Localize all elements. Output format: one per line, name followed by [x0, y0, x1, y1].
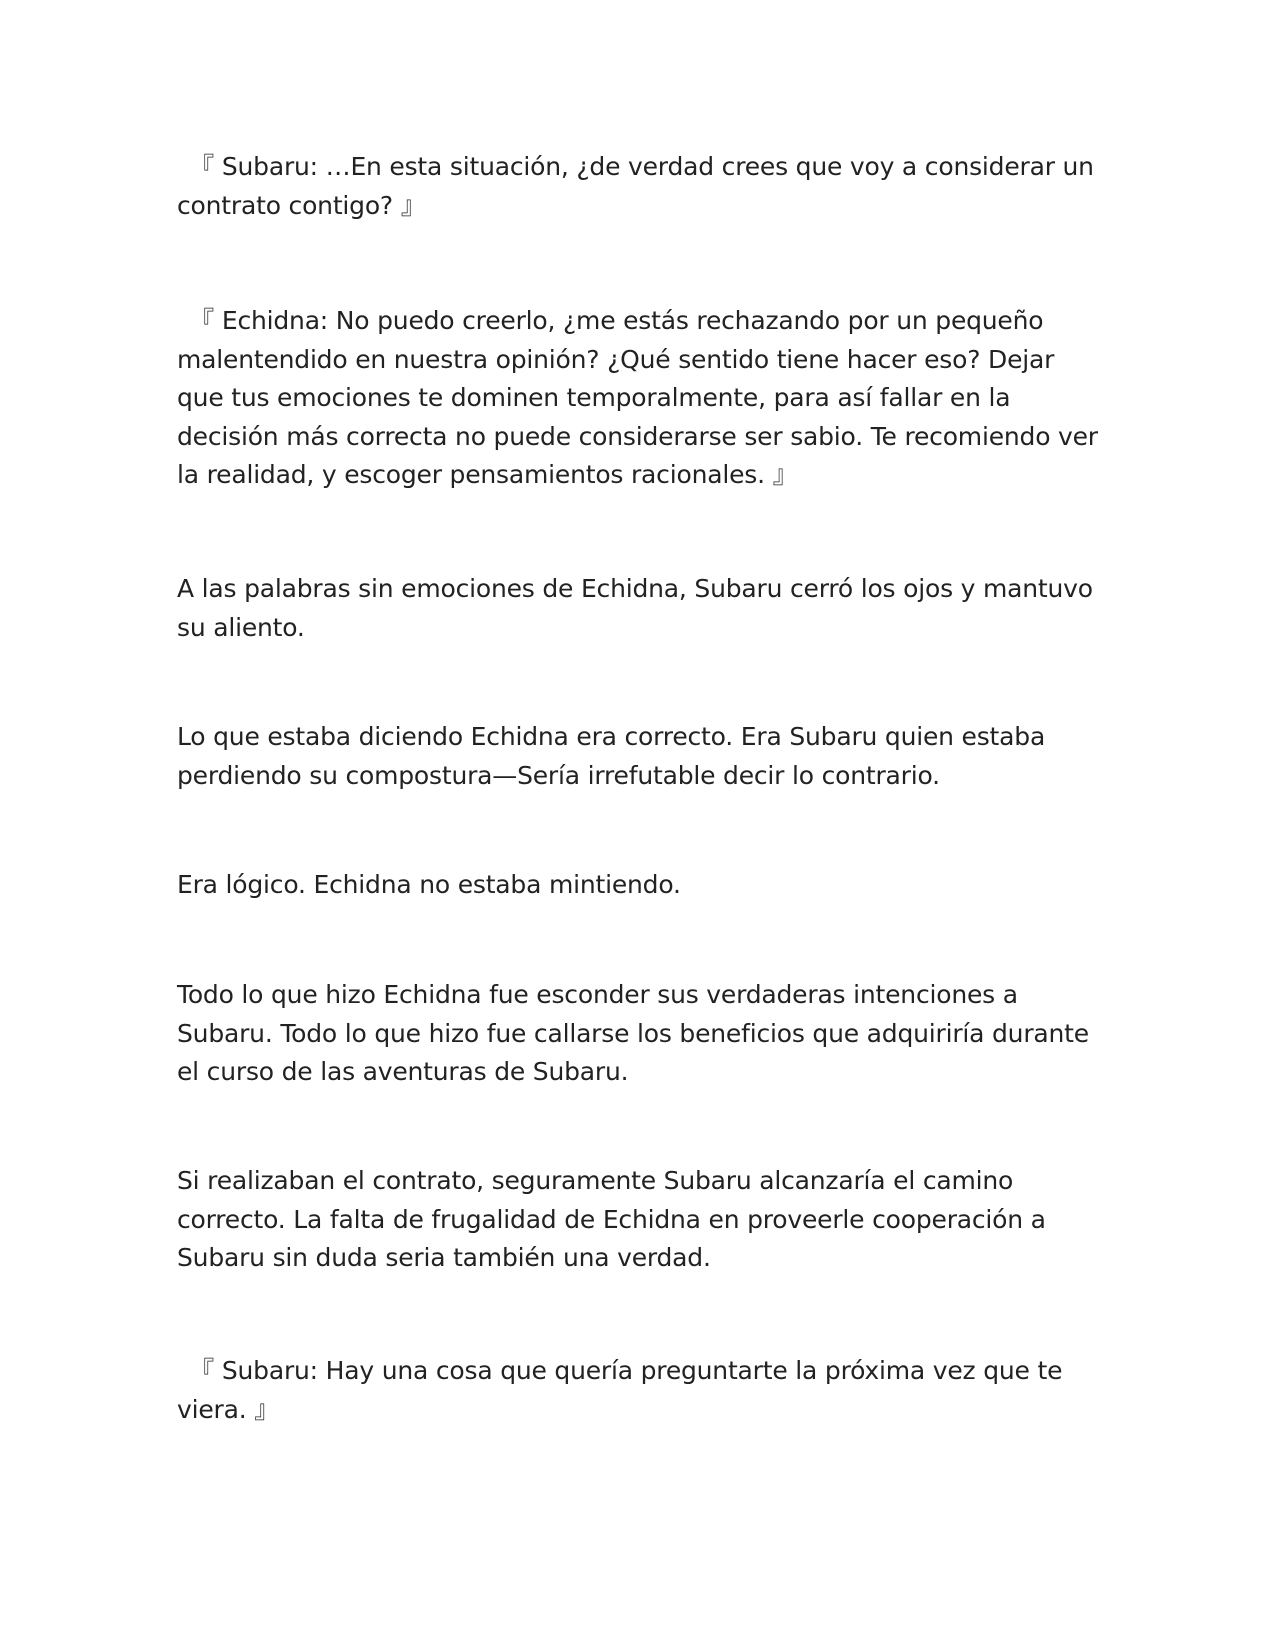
paragraph-narration-1: A las palabras sin emociones de Echidna, Subaru cerró los ojos y mantuvo su aliento.	[177, 574, 1093, 642]
paragraph-echidna-reply: 『 Echidna: No puedo creerlo, ¿me estás rechazando por un pequeño malentendido en nuestra opinión? ¿Qué sentido tiene hacer eso? Dejar que tus emociones te dominen temporalmente, para así fallar en la decisión más correcta no puede considerarse ser sabio. Te recomiendo ver la realidad, y escoger pensamientos racionales. 』	[177, 306, 1098, 489]
paragraph-subaru-final: 『 Subaru: Hay una cosa que quería preguntarte la próxima vez que te viera. 』	[177, 1356, 1063, 1424]
paragraph-narration-5: Si realizaban el contrato, seguramente Subaru alcanzaría el camino correcto. La falta de frugalidad de Echidna en proveerle cooperación a Subaru sin duda seria también una verdad.	[177, 1166, 1046, 1272]
paragraph-subaru-question: 『 Subaru: …En esta situación, ¿de verdad crees que voy a considerar un contrato contigo? 』	[177, 152, 1094, 220]
paragraph-narration-2: Lo que estaba diciendo Echidna era correcto. Era Subaru quien estaba perdiendo su compostura—Sería irrefutable decir lo contrario.	[177, 722, 1046, 790]
paragraph-narration-4: Todo lo que hizo Echidna fue esconder sus verdaderas intenciones a Subaru. Todo lo que hizo fue callarse los beneficios que adquiriría durante el curso de las aventuras de Subaru.	[177, 980, 1089, 1086]
paragraph-narration-3: Era lógico. Echidna no estaba mintiendo.	[177, 870, 681, 899]
